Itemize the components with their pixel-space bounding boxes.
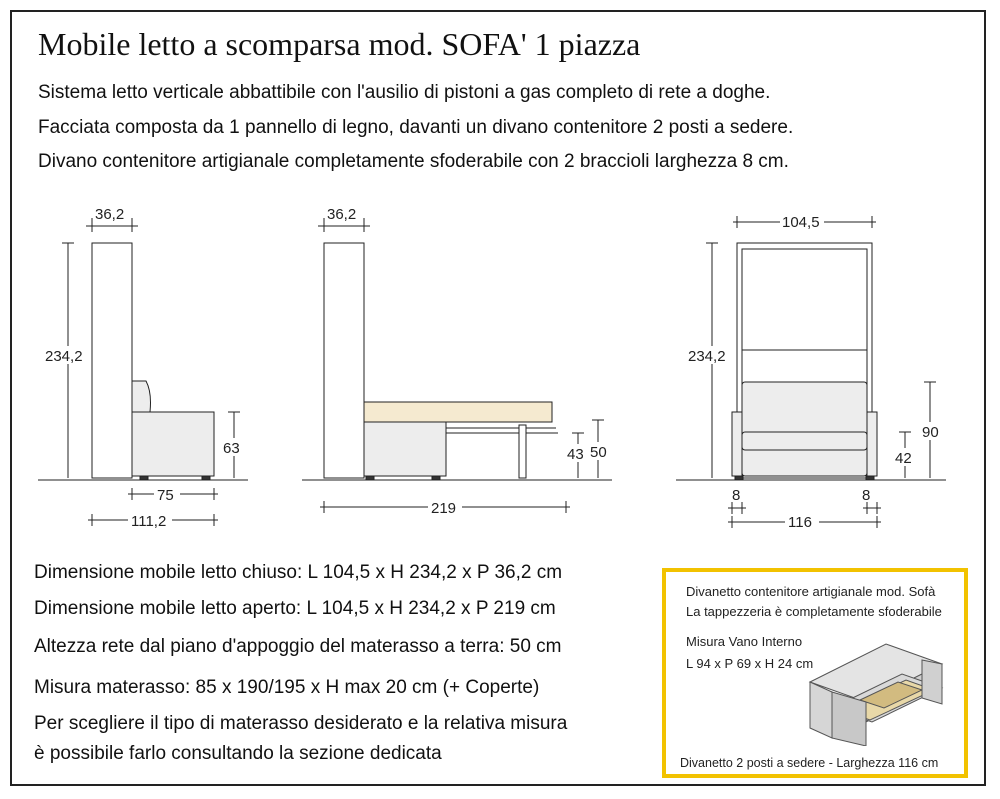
dim-closed-depth-top: 36,2 [95,206,125,223]
dim-front-seat-height: 42 [895,450,912,467]
dim-closed-sofa-depth: 75 [157,487,174,504]
dim-open-depth-top: 36,2 [327,206,357,223]
dim-closed-total-depth: 111,2 [131,513,167,530]
dim-front-sofa-width: 116 [788,514,812,531]
spec-closed: Dimensione mobile letto chiuso: L 104,5 x H 234,2 x P 36,2 cm [34,562,563,583]
dim-front-sofa-height: 90 [922,424,939,441]
dim-open-bed-height: 50 [590,444,607,461]
description-line-3: Divano contenitore artigianale completamente sfoderabile con 2 braccioli larghezza 8 cm. [38,151,789,172]
dim-closed-sofa-height: 63 [223,440,240,457]
side-view-closed [38,218,248,526]
inset-line-3: Misura Vano Interno [686,634,803,649]
inset-line-2: La tappezzeria è completamente sfoderabile [686,604,942,619]
spec-mattress: Misura materasso: 85 x 190/195 x H max 20 cm (+ Coperte) [34,677,540,698]
spec-open: Dimensione mobile letto aperto: L 104,5 x H 234,2 x P 219 cm [34,598,556,619]
sofa-inset-box [662,568,968,778]
dim-front-arm-left: 8 [732,487,741,504]
dim-closed-height: 234,2 [45,348,83,365]
dim-open-leg-height: 43 [567,446,584,463]
spec-bed-height: Altezza rete dal piano d'appoggio del materasso a terra: 50 cm [34,636,562,657]
dim-front-width: 104,5 [782,214,820,231]
dim-open-total-length: 219 [431,500,457,517]
page-title: Mobile letto a scomparsa mod. SOFA' 1 piazza [38,26,641,62]
sofa-storage-illustration [802,638,952,746]
inset-caption: Divanetto 2 posti a sedere - Larghezza 116 cm [680,756,939,770]
description-line-1: Sistema letto verticale abbattibile con l'ausilio di pistoni a gas completo di rete a doghe. [38,82,771,103]
dim-front-height: 234,2 [688,348,726,365]
side-view-open [302,218,612,513]
spec-note-line-2: è possibile farlo consultando la sezione dedicata [34,743,442,764]
spec-note-line-1: Per scegliere il tipo di materasso desiderato e la relativa misura [34,713,568,734]
inset-line-4: L 94 x P 69 x H 24 cm [686,656,814,671]
dim-front-arm-right: 8 [862,487,871,504]
description-line-2: Facciata composta da 1 pannello di legno, davanti un divano contenitore 2 posti a sedere. [38,117,794,138]
inset-line-1: Divanetto contenitore artigianale mod. Sofà [686,584,936,599]
front-view [676,216,946,528]
